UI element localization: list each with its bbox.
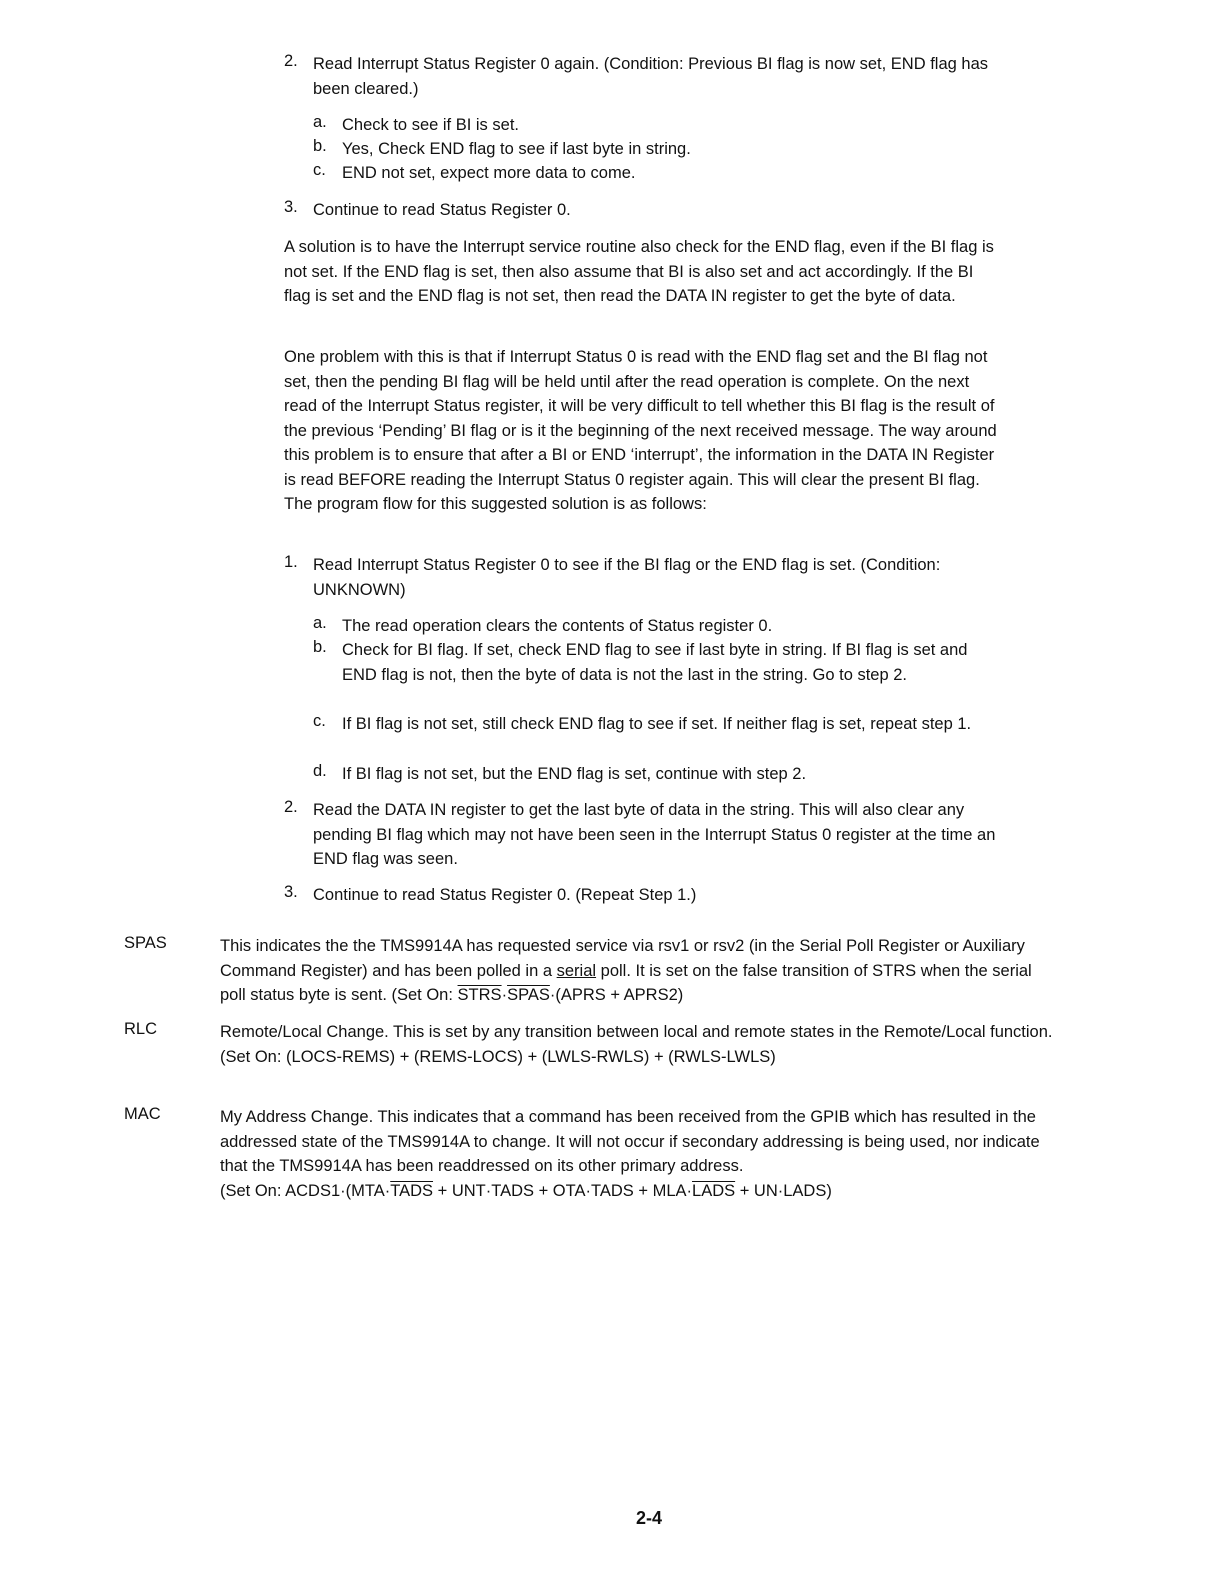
overlined-signal: TADS (390, 1181, 434, 1200)
definition-text: poll. It is set on the false transition of STRS when the serial poll status byte is sent. (Set On: (220, 961, 1032, 1004)
equation-text: + UN·LADS) (735, 1181, 832, 1200)
sublist-item-text: If BI flag is not set, but the END flag is set, continue with step 2. (342, 765, 807, 783)
list-number: 3. (284, 883, 298, 901)
list-number: 3. (284, 198, 298, 216)
definition-text: This indicates the the TMS9914A has requested service via rsv1 or rsv2 (in the Serial Poll Register or Auxiliary Command Register) and has been polled in a (220, 937, 1025, 980)
paragraph-solution: A solution is to have the Interrupt service routine also check for the END flag, even if the BI flag is not set. If the END flag is set, then also assume that BI is also set and act accordingly. If the BI flag is set and the END flag is not set, then read the DATA IN register to get the byte of data. (284, 238, 994, 305)
equation-text: (Set On: (LOCS-REMS) + (REMS-LOCS) + (LWLS-RWLS) + (RWLS-LWLS) (220, 1047, 776, 1066)
list-item-text: Continue to read Status Register 0. (313, 201, 571, 219)
definition-term-spas: SPAS (124, 934, 167, 952)
sublist-letter: a. (313, 614, 327, 632)
sublist-letter: c. (313, 712, 326, 730)
list-item-text: Read the DATA IN register to get the last byte of data in the string. This will also clear any pending BI flag which may not have been seen in the Interrupt Status 0 register at the time an END flag was seen. (313, 801, 996, 868)
sublist-letter: b. (313, 137, 327, 155)
underlined-word: serial (556, 961, 597, 980)
list-number: 2. (284, 798, 298, 816)
paragraph-problem: One problem with this is that if Interrupt Status 0 is read with the END flag set and the BI flag not set, then the pending BI flag will be held until after the read operation is complete. On the next read of the Interrupt Status register, it will be very difficult to tell whether this BI flag is the result of the previous ‘Pending’ BI flag or is it the beginning of the next received message. The way around this problem is to ensure that after a BI or END ‘interrupt’, the information in the DATA IN Register is read BEFORE reading the Interrupt Status 0 register again. This will clear the present BI flag. The program flow for this suggested solution is as follows: (284, 348, 997, 513)
definition-mac (220, 1105, 1060, 1203)
definition-term-rlc: RLC (124, 1020, 158, 1038)
overlined-signal: STRS (457, 986, 502, 1004)
sublist-letter: b. (313, 638, 327, 656)
list-number: 1. (284, 553, 298, 571)
sublist-letter: d. (313, 762, 327, 780)
definition-text: Remote/Local Change. This is set by any transition between local and remote states in the Remote/Local function. (220, 1023, 1053, 1041)
list-item-text: Read Interrupt Status Register 0 again. (Condition: Previous BI flag is now set, END flag has been cleared.) (313, 55, 989, 98)
definition-term-mac: MAC (124, 1105, 161, 1123)
sublist-item-text: Check for BI flag. If set, check END flag to see if last byte in string. If BI flag is set and END flag is not, then the byte of data is not the last in the string. Go to step 2. (342, 641, 968, 684)
list-number: 2. (284, 52, 298, 70)
equation-dot: · (501, 986, 508, 1004)
equation-text: ·(APRS + APRS2) (549, 986, 684, 1004)
definition-text: My Address Change. This indicates that a command has been received from the GPIB which has resulted in the addressed state of the TMS9914A to change. It will not occur if secondary addressing is being used, nor indicate that the TMS9914A has been readdressed on its other primary address. (220, 1108, 1040, 1175)
sublist-item-text: Yes, Check END flag to see if last byte in string. (342, 140, 691, 158)
equation-line (220, 1179, 1060, 1204)
definition-spas (220, 934, 1060, 1008)
list-item-text: Read Interrupt Status Register 0 to see if the BI flag or the END flag is set. (Condition: UNKNOWN) (313, 556, 941, 599)
overlined-signal: LADS (692, 1181, 736, 1200)
equation-text: + UNT·TADS + OTA·TADS + MLA· (433, 1181, 693, 1200)
sublist-item-text: Check to see if BI is set. (342, 116, 519, 134)
sublist-letter: a. (313, 113, 327, 131)
definition-rlc (220, 1020, 1060, 1069)
sublist-item-text: The read operation clears the contents of Status register 0. (342, 617, 773, 635)
page-number: 2-4 (636, 1508, 663, 1528)
overlined-signal: SPAS (507, 986, 550, 1004)
sublist-item-text: END not set, expect more data to come. (342, 164, 636, 182)
equation-text: (Set On: ACDS1·(MTA· (220, 1181, 391, 1200)
sublist-letter: c. (313, 161, 326, 179)
list-item-text: Continue to read Status Register 0. (Repeat Step 1.) (313, 886, 697, 904)
sublist-item-text: If BI flag is not set, still check END flag to see if set. If neither flag is set, repeat step 1. (342, 715, 972, 733)
